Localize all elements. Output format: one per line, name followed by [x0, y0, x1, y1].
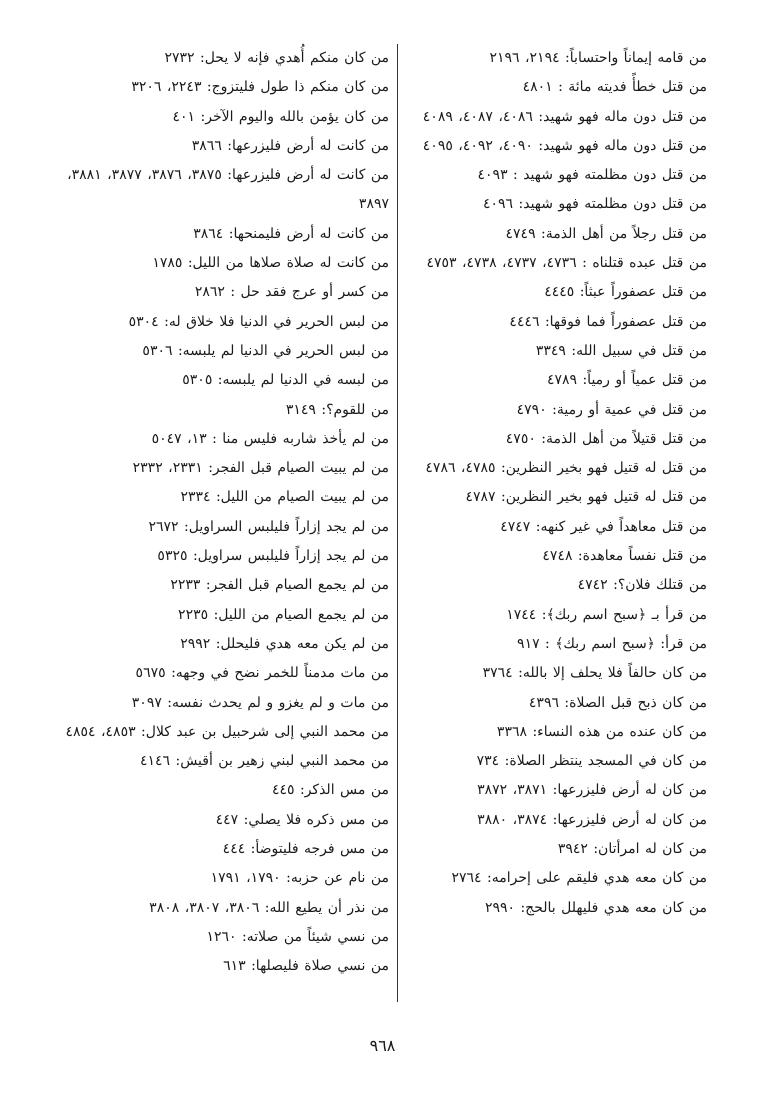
index-entry: من لبسه في الدنيا لم يلبسه: ٥٣٠٥	[182, 372, 389, 389]
index-entry: من نسي صلاة فليصلها: ٦١٣	[223, 958, 389, 975]
page-number: ٩٦٨	[369, 1036, 396, 1055]
index-entry: من لم يأخذ شاربه فليس منا : ١٣، ٥٠٤٧	[151, 430, 389, 447]
index-entry: من قتل معاهداً في غير كنهه: ٤٧٤٧	[500, 518, 707, 535]
index-entry: من مات و لم يغزو و لم يحدث نفسه: ٣٠٩٧	[131, 694, 389, 711]
index-entry: من قتل عصفوراً عبثاً: ٤٤٤٥	[544, 284, 707, 301]
index-entry: من قتل خطأً فديته مائة : ٤٨٠١	[522, 79, 707, 96]
index-entry: من قرأ: ﴿سبح اسم ربك﴾ : ٩١٧	[517, 635, 707, 652]
index-entry: من قتل له قتيل فهو بخير النظرين: ٤٧٨٥، ٤٧٨٦	[425, 460, 707, 477]
index-entry: من قتل في سبيل الله: ٣٣٤٩	[535, 342, 707, 359]
index-entry: من كان في المسجد ينتظر الصلاة: ٧٣٤	[476, 753, 707, 770]
left-index-column	[49, 44, 389, 982]
index-entry: من لم يجد إزاراً فليلبس السراويل: ٢٦٧٢	[148, 518, 389, 535]
index-entry: من قتل دون ماله فهو شهيد: ٤٠٨٦، ٤٠٨٧، ٤٠٨٩	[422, 108, 707, 125]
index-entry: من مس الذكر: ٤٤٥	[271, 782, 389, 799]
index-entry: من كان منكم أُهدي فإنه لا يحل: ٢٧٣٢	[164, 50, 389, 66]
index-entry: من قتل عصفوراً فما فوقها: ٤٤٤٦	[509, 313, 707, 330]
index-entry: من كان عنده من هذه النساء: ٣٣٦٨	[496, 723, 707, 740]
right-index-column	[367, 44, 707, 923]
index-entry: من كانت له صلاة صلاها من الليل: ١٧٨٥	[152, 255, 389, 272]
index-entry: من كان له أرض فليزرعها: ٣٨٧١، ٣٨٧٢	[477, 782, 707, 799]
index-entry: من كان منكم ذا طول فليتزوج: ٢٢٤٣، ٣٢٠٦	[131, 79, 389, 96]
index-entry: من كان له أرض فليزرعها: ٣٨٧٤، ٣٨٨٠	[477, 811, 707, 828]
index-entry: من قتل عمياً أو رمياً: ٤٧٨٩	[546, 372, 707, 389]
index-entry: من كان يؤمن بالله واليوم الآخر: ٤٠١	[172, 108, 389, 125]
index-entry: من قتلك فلان؟: ٤٧٤٢	[577, 577, 707, 594]
index-entry: من لبس الحرير في الدنيا لم يلبسه: ٥٣٠٦	[142, 342, 389, 359]
index-entry: من كان حالفاً فلا يحلف إلا بالله: ٣٧٦٤	[482, 665, 707, 682]
index-entry: من كانت له أرض فليزرعها: ٣٨٧٥، ٣٨٧٦، ٣٨٧٧، ٣٨٨١، ٣٨٩٧	[67, 167, 389, 213]
index-entry: من للقوم؟: ٣١٤٩	[285, 401, 389, 418]
index-entry: من نذر أن يطيع الله: ٣٨٠٦، ٣٨٠٧، ٣٨٠٨	[149, 899, 389, 916]
index-entry: من نسي شيئاً من صلاته: ١٢٦٠	[206, 928, 389, 945]
index-entry: من قرأ بـ ﴿سبح اسم ربك﴾: ١٧٤٤	[506, 606, 707, 623]
index-entry: من كان له امرأتان: ٣٩٤٢	[557, 841, 707, 858]
index-entry: من لم يكن معه هدي فليحلل: ٢٩٩٢	[180, 635, 389, 652]
column-divider	[397, 44, 398, 1002]
index-entry: من مس فرجه فليتوضأ: ٤٤٤	[222, 841, 389, 858]
index-entry: من كانت له أرض فليزرعها: ٣٨٦٦	[191, 137, 389, 154]
index-entry: من قتل دون مظلمته فهو شهيد : ٤٠٩٣	[477, 167, 707, 184]
index-entry: من قامه إيماناً واحتساباً: ٢١٩٤، ٢١٩٦	[489, 50, 707, 66]
index-entry: من قتل عبده قتلناه : ٤٧٣٦، ٤٧٣٧، ٤٧٣٨، ٤٧٥٣	[426, 255, 707, 272]
index-entry: من قتل قتيلاً من أهل الذمة: ٤٧٥٠	[505, 430, 707, 447]
index-entry: من قتل نفساً معاهدة: ٤٧٤٨	[542, 548, 707, 565]
index-entry: من قتل دون ماله فهو شهيد: ٤٠٩٠، ٤٠٩٢، ٤٠٩٥	[422, 137, 707, 154]
index-entry: من لم يجد إزاراً فليلبس سراويل: ٥٣٢٥	[157, 548, 389, 565]
index-entry: من لم يجمع الصيام من الليل: ٢٢٣٥	[178, 606, 389, 623]
index-entry: من قتل في عمية أو رمية: ٤٧٩٠	[516, 401, 707, 418]
index-entry: من لم يبيت الصيام من الليل: ٢٣٣٤	[180, 489, 389, 506]
index-entry: من لم يبيت الصيام قبل الفجر: ٢٣٣١، ٢٣٣٢	[132, 460, 389, 477]
index-entry: من مات مدمناً للخمر نضح في وجهه: ٥٦٧٥	[135, 665, 389, 682]
index-entry: من لم يجمع الصيام قبل الفجر: ٢٢٣٣	[170, 577, 389, 594]
index-entry: من كان معه هدي فليهلل بالحج: ٢٩٩٠	[484, 899, 707, 916]
index-entry: من قتل دون مظلمته فهو شهيد: ٤٠٩٦	[482, 196, 707, 213]
index-entry: من قتل له قتيل فهو بخير النظرين: ٤٧٨٧	[465, 489, 707, 506]
index-entry: من كانت له أرض فليمنحها: ٣٨٦٤	[193, 225, 389, 242]
index-entry: من محمد النبي لبني زهير بن أقيش: ٤١٤٦	[139, 753, 389, 770]
index-entry: من كان معه هدي فليقم على إحرامه: ٢٧٦٤	[451, 870, 707, 887]
index-entry: من قتل رجلاً من أهل الذمة: ٤٧٤٩	[505, 225, 707, 242]
index-entry: من كسر أو عرج فقد حل : ٢٨٦٢	[194, 284, 389, 301]
index-entry: من مس ذكره فلا يصلي: ٤٤٧	[215, 811, 389, 828]
index-entry: من كان ذبح قبل الصلاة: ٤٣٩٦	[528, 694, 707, 711]
index-entry: من محمد النبي إلى شرحبيل بن عبد كلال: ٤٨٥٣، ٤٨٥٤	[65, 723, 389, 740]
index-entry: من لبس الحرير في الدنيا فلا خلاق له: ٥٣٠٤	[128, 313, 389, 330]
index-entry: من نام عن حزبه: ١٧٩٠، ١٧٩١	[210, 870, 389, 887]
